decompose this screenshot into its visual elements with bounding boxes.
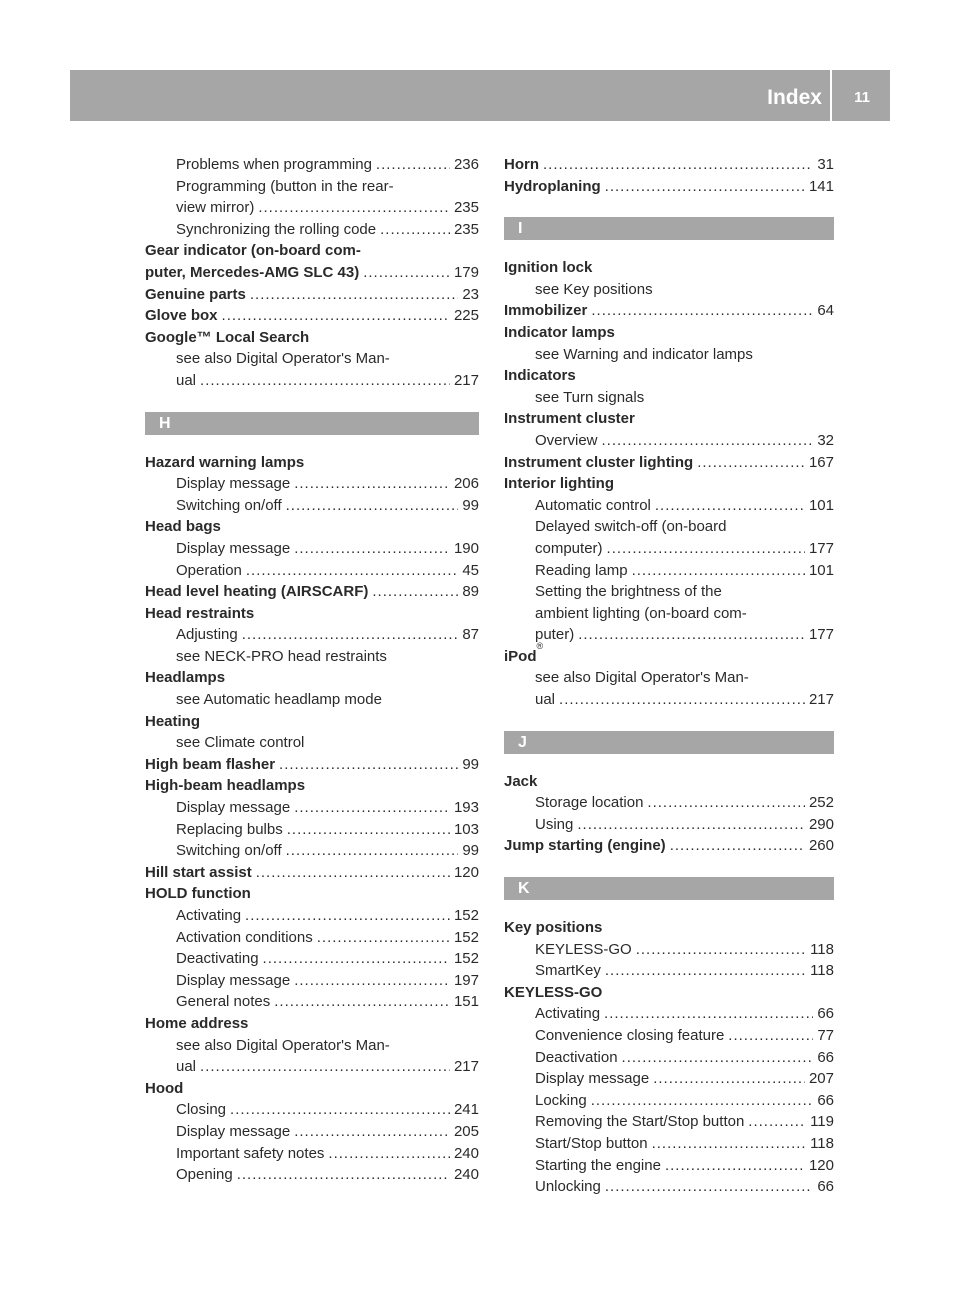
index-entry: [504, 982, 834, 1004]
dot-leader: [655, 495, 805, 517]
index-subentry[interactable]: [504, 560, 834, 582]
index-subentry[interactable]: [145, 1164, 479, 1186]
index-subentry[interactable]: [504, 1155, 834, 1177]
page-reference[interactable]: 101: [808, 561, 834, 579]
index-subentry: [145, 646, 479, 668]
index-subentry[interactable]: [145, 927, 479, 949]
entry-term: Instrument cluster: [504, 410, 635, 428]
entry-term: ambient lighting (on-board com-: [535, 604, 747, 622]
entry-term: Delayed switch-off (on-board: [535, 518, 727, 536]
dot-leader: [279, 754, 458, 776]
entry-term: Using: [535, 815, 574, 833]
page-reference[interactable]: 177: [808, 626, 834, 644]
index-subentry[interactable]: [145, 819, 479, 841]
index-subentry[interactable]: [504, 814, 834, 836]
page-reference[interactable]: 207: [808, 1070, 834, 1088]
index-subentry[interactable]: [145, 991, 479, 1013]
dot-leader: [605, 1176, 813, 1198]
entry-term: Locking: [535, 1091, 587, 1109]
index-entry[interactable]: [145, 284, 479, 306]
page-reference[interactable]: 193: [453, 799, 479, 817]
entry-term: ual: [176, 371, 197, 389]
dot-leader: [294, 473, 450, 495]
index-subentry[interactable]: [504, 1090, 834, 1112]
entry-term: see Key positions: [535, 280, 653, 298]
dot-leader: [328, 1143, 450, 1165]
dot-leader: [287, 819, 450, 841]
entry-term: Programming (button in the rear-: [176, 177, 394, 195]
page-reference[interactable]: 119: [810, 1113, 834, 1131]
page-reference[interactable]: 167: [808, 453, 834, 471]
index-subentry[interactable]: [145, 905, 479, 927]
entry-term: see NECK-PRO head restraints: [176, 647, 387, 665]
entry-term: Activation conditions: [176, 928, 313, 946]
index-subentry[interactable]: [504, 1133, 834, 1155]
page-number: 11: [854, 89, 870, 106]
dot-leader: [256, 862, 450, 884]
index-subentry: [145, 176, 479, 198]
dot-leader: [200, 1056, 450, 1078]
dot-leader: [294, 538, 450, 560]
index-subentry[interactable]: [145, 948, 479, 970]
dot-leader: [263, 948, 450, 970]
entry-term: Indicator lamps: [504, 323, 615, 341]
entry-term: Activating: [176, 907, 242, 924]
entry-term: view mirror): [176, 199, 255, 217]
page-reference[interactable]: 66: [817, 1005, 834, 1023]
index-entry[interactable]: [504, 300, 834, 322]
entry-term: Problems when programming: [176, 156, 372, 173]
entry-term: Start/Stop button: [535, 1134, 648, 1152]
entry-term: Switching on/off: [176, 842, 282, 860]
dot-leader: [376, 154, 450, 176]
dot-leader: [622, 1047, 814, 1069]
index-subentry[interactable]: [504, 1176, 834, 1198]
index-subentry[interactable]: [504, 1068, 834, 1090]
section-letter-header: J: [504, 731, 834, 754]
dot-leader: [363, 262, 450, 284]
index-entry: [145, 667, 479, 689]
entry-term: Hazard warning lamps: [145, 453, 305, 471]
page-reference[interactable]: 103: [453, 820, 479, 838]
entry-term: Jump starting (engine): [504, 837, 666, 855]
entry-term: Setting the brightness of the: [535, 583, 722, 601]
dot-leader: [258, 197, 450, 219]
dot-leader: [728, 1025, 813, 1047]
index-subentry: [145, 689, 479, 711]
entry-term: iPod: [504, 647, 537, 665]
dot-leader: [237, 1164, 450, 1186]
entry-term: Gear indicator (on-board com-: [145, 242, 361, 260]
header-title: Index: [767, 86, 822, 109]
entry-term: Operation: [176, 561, 242, 579]
page-reference[interactable]: 225: [453, 307, 479, 325]
entry-term: Head bags: [145, 518, 221, 536]
dot-leader: [274, 991, 450, 1013]
section-letter-header: H: [145, 412, 479, 435]
index-subentry[interactable]: [145, 1099, 479, 1121]
entry-term: Glove box: [145, 307, 218, 325]
entry-term: Starting the engine: [535, 1156, 661, 1174]
page-reference[interactable]: 101: [808, 496, 834, 514]
index-subentry[interactable]: [504, 1003, 834, 1025]
index-subentry[interactable]: [504, 689, 834, 711]
index-subentry[interactable]: [145, 370, 479, 392]
entry-term: Overview: [535, 431, 598, 449]
entry-term: Head restraints: [145, 604, 255, 622]
entry-term: Reading lamp: [535, 561, 628, 579]
entry-term: Synchronizing the rolling code: [176, 220, 377, 238]
dot-leader: [652, 1133, 807, 1155]
entry-term: General notes: [176, 993, 271, 1011]
page-reference[interactable]: 23: [462, 285, 479, 303]
index-subentry[interactable]: [504, 538, 834, 560]
dot-leader: [647, 792, 805, 814]
index-subentry[interactable]: [504, 624, 834, 646]
entry-term: see also Digital Operator's Man-: [535, 669, 749, 687]
dot-leader: [294, 1121, 450, 1143]
index-subentry: [504, 344, 834, 366]
dot-leader: [286, 495, 459, 517]
page-reference[interactable]: 260: [808, 837, 834, 855]
index-entry: [145, 883, 479, 905]
index-subentry[interactable]: [504, 960, 834, 982]
page-reference[interactable]: 197: [453, 971, 479, 989]
index-entry: [504, 322, 834, 344]
page-reference[interactable]: 89: [462, 583, 479, 601]
entry-term: Opening: [176, 1166, 233, 1184]
entry-term: Ignition lock: [504, 259, 593, 277]
page-reference[interactable]: 66: [817, 1091, 834, 1109]
index-subentry[interactable]: [145, 970, 479, 992]
page-reference[interactable]: 120: [808, 1156, 834, 1174]
page-reference[interactable]: 152: [453, 928, 479, 946]
entry-term: Interior lighting: [504, 475, 614, 493]
entry-term: High beam flasher: [145, 755, 276, 773]
entry-term: Display message: [176, 971, 291, 989]
entry-term: Replacing bulbs: [176, 820, 283, 838]
dot-leader: [748, 1111, 806, 1133]
index-entry[interactable]: [504, 835, 834, 857]
dot-leader: [578, 624, 805, 646]
index-subentry[interactable]: [145, 219, 479, 241]
dot-leader: [591, 1090, 814, 1112]
entry-term: Indicators: [504, 367, 576, 385]
entry-term: Instrument cluster lighting: [504, 453, 694, 471]
entry-term: Display message: [176, 539, 291, 557]
index-entry: [504, 257, 834, 279]
index-subentry: [504, 279, 834, 301]
entry-term: see Climate control: [176, 734, 305, 752]
page-reference[interactable]: 241: [453, 1101, 479, 1119]
index-entry: [504, 771, 834, 793]
entry-term: Display message: [176, 1122, 291, 1140]
dot-leader: [559, 689, 805, 711]
index-subentry[interactable]: [145, 840, 479, 862]
registered-mark: ®: [536, 640, 544, 651]
index-subentry: [504, 667, 834, 689]
entry-term: puter, Mercedes-AMG SLC 43): [145, 263, 360, 281]
index-entry[interactable]: [145, 862, 479, 884]
index-subentry[interactable]: [145, 1121, 479, 1143]
entry-term: Display message: [535, 1070, 650, 1088]
dot-leader: [697, 452, 805, 474]
index-entry: [145, 711, 479, 733]
page-reference[interactable]: 290: [808, 815, 834, 833]
index-entry: [145, 603, 479, 625]
index-subentry: [504, 603, 834, 625]
index-subentry[interactable]: [145, 624, 479, 646]
entry-term: see Warning and indicator lamps: [535, 345, 753, 363]
page-reference[interactable]: 190: [453, 539, 479, 557]
entry-term: see also Digital Operator's Man-: [176, 1036, 390, 1054]
entry-term: Hydroplaning: [504, 177, 601, 195]
dot-leader: [230, 1099, 450, 1121]
entry-term: Google™ Local Search: [145, 328, 310, 346]
entry-term: Jack: [504, 772, 538, 790]
index-column-left: [145, 154, 479, 1186]
entry-term: Adjusting: [176, 626, 238, 644]
index-entry[interactable]: [504, 176, 834, 198]
entry-term: Activating: [535, 1005, 601, 1023]
dot-leader: [294, 797, 450, 819]
page-reference[interactable]: 217: [808, 691, 834, 709]
dot-leader: [294, 970, 450, 992]
index-subentry[interactable]: [145, 797, 479, 819]
dot-leader: [286, 840, 459, 862]
entry-term: Deactivation: [535, 1048, 618, 1066]
page-reference[interactable]: 77: [817, 1027, 834, 1044]
dot-leader: [607, 538, 805, 560]
index-entry: [504, 365, 834, 387]
dot-leader: [665, 1155, 805, 1177]
index-entry: [504, 917, 834, 939]
entry-term: Horn: [504, 156, 539, 173]
dot-leader: [246, 560, 458, 582]
page-header: [70, 70, 890, 121]
index-subentry: [504, 516, 834, 538]
dot-leader: [577, 814, 805, 836]
page-reference[interactable]: 118: [810, 940, 834, 958]
page-reference[interactable]: 99: [462, 842, 479, 860]
index-entry: [504, 640, 834, 668]
page-reference[interactable]: 236: [453, 156, 479, 173]
dot-leader: [653, 1068, 805, 1090]
page-reference[interactable]: 99: [462, 496, 479, 514]
dot-leader: [604, 1003, 813, 1025]
page-reference[interactable]: 240: [453, 1166, 479, 1184]
index-entry: [145, 516, 479, 538]
page-reference[interactable]: 118: [810, 1134, 834, 1152]
dot-leader: [602, 430, 814, 452]
index-subentry[interactable]: [504, 1025, 834, 1047]
index-entry[interactable]: [145, 581, 479, 603]
dot-leader: [605, 176, 805, 198]
index-subentry[interactable]: [145, 1143, 479, 1165]
page-reference[interactable]: 240: [453, 1144, 479, 1162]
page-reference[interactable]: 120: [453, 863, 479, 881]
entry-term: Hill start assist: [145, 863, 252, 881]
entry-term: Closing: [176, 1101, 227, 1119]
page-reference[interactable]: 151: [453, 993, 479, 1011]
entry-term: see Automatic headlamp mode: [176, 691, 382, 709]
entry-term: Storage location: [535, 794, 644, 812]
page-reference[interactable]: 252: [808, 794, 834, 812]
entry-term: Genuine parts: [145, 285, 246, 303]
index-subentry: [145, 1035, 479, 1057]
index-subentry[interactable]: [145, 560, 479, 582]
index-entry[interactable]: [145, 754, 479, 776]
index-subentry: [504, 581, 834, 603]
page-reference[interactable]: 152: [453, 907, 479, 924]
entry-term: Display message: [176, 475, 291, 493]
entry-term: Headlamps: [145, 669, 226, 687]
page-reference[interactable]: 66: [817, 1048, 834, 1066]
entry-term: Home address: [145, 1014, 249, 1032]
dot-leader: [250, 284, 458, 306]
entry-term: Switching on/off: [176, 496, 282, 514]
entry-term: KEYLESS-GO: [535, 940, 632, 958]
index-subentry: [145, 732, 479, 754]
index-entry[interactable]: [145, 262, 479, 284]
page-reference[interactable]: 152: [453, 950, 479, 968]
index-subentry[interactable]: [145, 538, 479, 560]
entry-term: see Turn signals: [535, 388, 645, 406]
entry-term: Head level heating (AIRSCARF): [145, 583, 369, 601]
header-divider: [830, 70, 832, 121]
dot-leader: [632, 560, 805, 582]
index-subentry[interactable]: [504, 430, 834, 452]
page-reference[interactable]: 177: [808, 539, 834, 557]
dot-leader: [245, 905, 450, 927]
dot-leader: [372, 581, 458, 603]
entry-term: Key positions: [504, 919, 603, 937]
page-reference[interactable]: 179: [453, 263, 479, 281]
entry-term: puter): [535, 626, 575, 644]
entry-term: Deactivating: [176, 950, 259, 968]
dot-leader: [543, 154, 813, 176]
index-entry: [145, 1078, 479, 1100]
dot-leader: [222, 305, 450, 327]
entry-term: see also Digital Operator's Man-: [176, 350, 390, 368]
entry-term: computer): [535, 539, 603, 557]
dot-leader: [670, 835, 805, 857]
entry-term: Display message: [176, 799, 291, 817]
entry-term: ual: [176, 1058, 197, 1076]
entry-term: Unlocking: [535, 1178, 601, 1196]
entry-term: ual: [535, 691, 556, 709]
page-reference[interactable]: 205: [453, 1122, 479, 1140]
entry-term: Removing the Start/Stop button: [535, 1113, 745, 1131]
dot-leader: [242, 624, 459, 646]
index-subentry: [145, 348, 479, 370]
index-entry: [145, 1013, 479, 1035]
dot-leader: [317, 927, 450, 949]
entry-term: KEYLESS-GO: [504, 983, 603, 1001]
page-reference[interactable]: 31: [817, 156, 834, 173]
page-reference[interactable]: 99: [462, 755, 479, 773]
section-letter-header: K: [504, 877, 834, 900]
entry-term: SmartKey: [535, 962, 601, 980]
section-letter-header: I: [504, 217, 834, 240]
index-subentry[interactable]: [504, 939, 834, 961]
page-reference[interactable]: 66: [817, 1178, 834, 1196]
index-entry[interactable]: [145, 305, 479, 327]
index-entry: [145, 327, 479, 349]
page-reference[interactable]: 217: [453, 1058, 479, 1076]
index-subentry[interactable]: [145, 154, 479, 176]
index-subentry[interactable]: [504, 495, 834, 517]
index-subentry[interactable]: [145, 197, 479, 219]
dot-leader: [605, 960, 806, 982]
page-reference[interactable]: 64: [817, 302, 834, 320]
dot-leader: [591, 300, 813, 322]
page-reference[interactable]: 32: [817, 431, 834, 449]
index-entry[interactable]: [504, 452, 834, 474]
index-subentry[interactable]: [504, 1047, 834, 1069]
index-subentry[interactable]: [504, 792, 834, 814]
page-reference[interactable]: 235: [453, 199, 479, 217]
page-reference[interactable]: 206: [453, 475, 479, 493]
page-reference[interactable]: 45: [462, 561, 479, 579]
index-subentry[interactable]: [145, 495, 479, 517]
index-subentry[interactable]: [145, 473, 479, 495]
page-reference[interactable]: 235: [453, 220, 479, 238]
index-entry: [145, 452, 479, 474]
entry-term: Important safety notes: [176, 1144, 325, 1162]
entry-term: Automatic control: [535, 496, 651, 514]
index-entry: [145, 240, 479, 262]
index-column-right: [504, 154, 834, 1198]
index-subentry[interactable]: [145, 1056, 479, 1078]
entry-term: Heating: [145, 712, 201, 730]
index-entry[interactable]: [504, 154, 834, 176]
page-reference[interactable]: 141: [808, 177, 834, 195]
entry-term: Hood: [145, 1079, 184, 1097]
page-reference[interactable]: 217: [453, 371, 479, 389]
entry-term: High-beam headlamps: [145, 777, 306, 795]
dot-leader: [200, 370, 450, 392]
entry-term: Convenience closing feature: [535, 1027, 725, 1044]
entry-term: Immobilizer: [504, 302, 588, 320]
index-entry: [145, 775, 479, 797]
index-entry: [504, 408, 834, 430]
page-reference[interactable]: 118: [810, 962, 834, 980]
entry-term: HOLD function: [145, 885, 251, 903]
dot-leader: [380, 219, 450, 241]
index-subentry[interactable]: [504, 1111, 834, 1133]
index-subentry: [504, 387, 834, 409]
index-entry: [504, 473, 834, 495]
dot-leader: [636, 939, 806, 961]
page-reference[interactable]: 87: [462, 626, 479, 644]
